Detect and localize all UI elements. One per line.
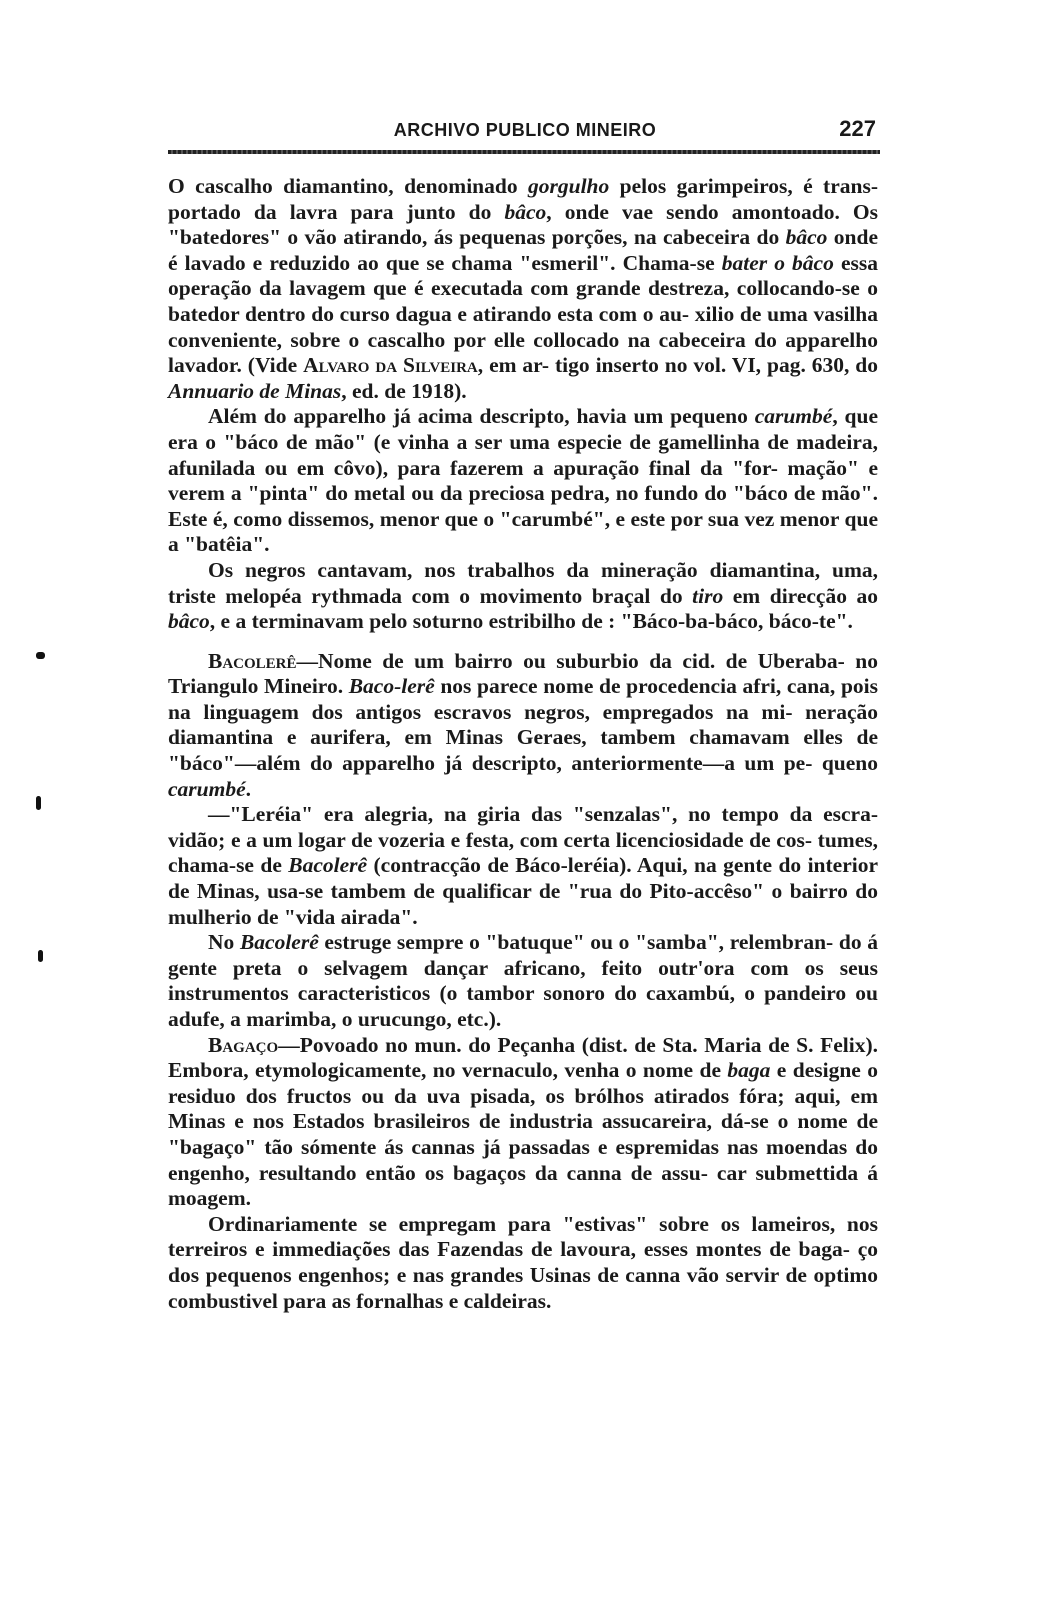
margin-mark	[38, 950, 43, 962]
italic-term: bâco	[504, 199, 547, 224]
text-run: pelos garimpeiros, é trans- portado da lavra para junto do	[168, 174, 878, 224]
paragraph-p4	[168, 649, 878, 803]
italic-term: tiro	[692, 583, 724, 608]
text-run: O cascalho diamantino, denominado	[168, 174, 528, 198]
text-run: em direcção ao	[723, 583, 878, 608]
text-run: Os negros cantavam, nos trabalhos da mineração diamantina, uma, triste melopéa rythmada com o movimento braçal do	[168, 557, 878, 608]
text-run: , e a terminavam pelo soturno estribilho de : "Báco-ba-báco, báco-te".	[209, 609, 853, 634]
text-run: estruge sempre o "batuque" ou o "samba", relembran- do á gente preta o selvagem dançar africano, feito outr'ora com os seus instrumentos caracteristicos (o tambor sonoro do caxambú, o pandeiro ou adufe, a marimba, o urucungo, etc.).	[168, 930, 878, 1031]
page-number: 227	[839, 116, 876, 141]
paragraph-p1	[168, 174, 878, 404]
italic-term: bâco	[785, 225, 828, 250]
margin-mark	[36, 796, 41, 810]
text-run: , ed. de 1918).	[341, 378, 467, 403]
text-run: , em ar- tigo inserto no vol. VI, pag. 630, do	[477, 353, 878, 378]
italic-term: carumbé	[754, 404, 833, 429]
italic-term: bater o bâco	[721, 250, 834, 275]
margin-mark	[36, 652, 45, 659]
text-run: essa operação da lavagem que é executada com grande destreza, collocando-se o batedor dentro do curso dagua e atirando esta com o au- xilio de uma vasilha conveniente, sobre o cascalho por elle collocado na cabeceira do apparelho lavador. (Vide	[168, 250, 878, 378]
page-header	[170, 114, 880, 150]
text-run: onde é lavado e reduzido ao que se chama "esmeril". Chama-se	[168, 225, 878, 275]
page-body	[168, 174, 878, 1314]
italic-term: Bacolerê	[239, 930, 319, 955]
italic-term: Annuario de Minas	[168, 378, 342, 403]
text-run: Ordinariamente se empregam para "estivas" sobre os lameiros, nos terreiros e immediações das Fazendas de lavoura, esses montes de baga- ço dos pequenos engenhos; e nas grandes Usinas de canna vão servir de optimo combustivel para as fornalhas e caldeiras.	[168, 1211, 878, 1313]
text-run: e designe o residuo dos fructos ou da uva pisada, os brólhos atirados fóra; aqui, em Minas e nos Estados brasileiros de industria assucareira, dá-se o nome de "bagaço" tão sómente ás cannas já passadas e espremidas nas moendas do engenho, resultando então os bagaços da canna de assu- car submettida á moagem.	[168, 1058, 878, 1211]
small-caps-term: Alvaro da Silveira	[303, 353, 478, 378]
italic-term: carumbé	[168, 776, 246, 801]
running-title: ARCHIVO PUBLICO MINEIRO	[393, 120, 657, 140]
italic-term: Baco-lerê	[348, 674, 435, 699]
text-run: —Povoado no mun. do Peçanha (dist. de Sta. Maria de S. Felix). Embora, etymologicamente, no vernaculo, venha o nome de	[168, 1032, 878, 1083]
text-run: , onde vae sendo amontoado. Os "batedores" o vão atirando, ás pequenas porções, na cabeceira do	[168, 199, 878, 250]
paragraph-p3	[168, 558, 878, 635]
italic-term: baga	[727, 1058, 771, 1083]
italic-term: Bacolerê	[288, 853, 368, 878]
text-run: No	[208, 930, 240, 955]
text-run: , que era o "báco de mão" (e vinha a ser uma especie de gamellinha de madeira, afunilada ou em côvo), para fazerem a apuração final da "for- mação" e verem a "pinta" do metal ou da preciosa pedra, no fundo do "báco de mão". Este é, como dissemos, menor que o "carumbé", e este por sua vez menor que a "batêia".	[168, 404, 878, 557]
text-run: nos parece nome de procedencia afri, cana, pois na linguagem dos antigos escravos negros, empregados na mi- neração diamantina e aurifera, em Minas Geraes, tambem chamavam elles de "báco"—além do apparelho já descripto, anteriormente—a um pe- queno	[168, 674, 878, 776]
paragraph-p7	[168, 1033, 878, 1212]
text-run: (contracção de Báco-leréia). Aqui, na gente do interior de Minas, usa-se tambem de qualificar de "rua do Pito-accêso" o bairro do mulherio de "vida airada".	[168, 853, 879, 929]
text-run: Além do apparelho já acima descripto, havia um pequeno	[208, 404, 755, 429]
text-run: .	[245, 776, 252, 801]
header-rule	[168, 150, 880, 154]
paragraph-p6	[168, 930, 878, 1032]
paragraph-p5	[168, 802, 878, 930]
small-caps-term: Bacolerê	[208, 648, 297, 673]
small-caps-term: Bagaço	[208, 1032, 279, 1057]
paragraph-p8	[168, 1212, 878, 1314]
italic-term: gorgulho	[528, 174, 610, 198]
text-run: —"Leréia" era alegria, na giria das "senzalas", no tempo da escra- vidão; e a um logar de vozeria e festa, com certa licenciosidade de cos- tumes, chama-se de	[168, 802, 878, 878]
text-run: —Nome de um bairro ou suburbio da cid. de Uberaba- no Triangulo Mineiro.	[168, 648, 878, 699]
italic-term: bâco	[168, 609, 210, 634]
paragraph-p2	[168, 404, 878, 558]
